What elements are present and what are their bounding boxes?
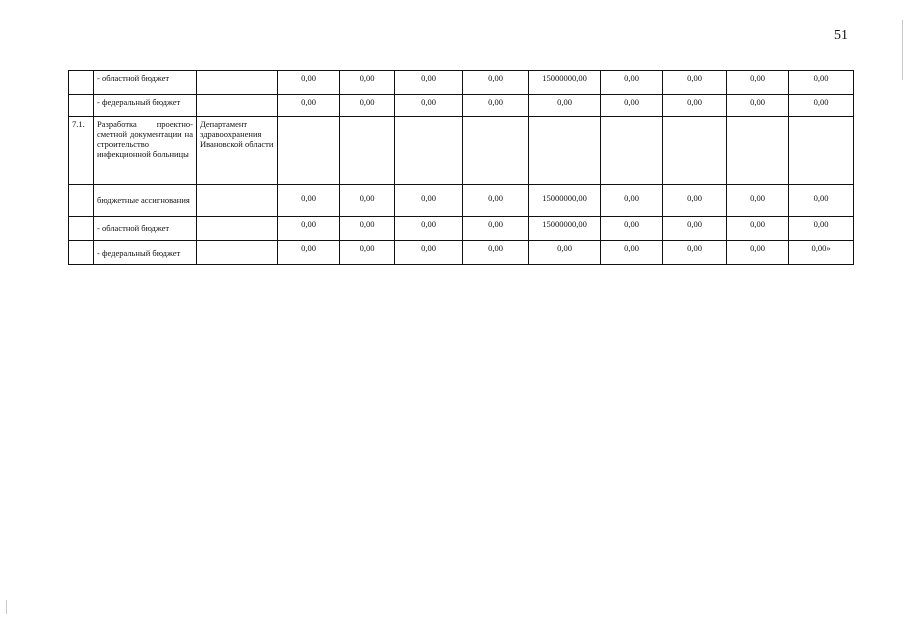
table-row	[69, 185, 854, 217]
value-cell: 0,00	[278, 241, 340, 265]
table-row	[69, 217, 854, 241]
row-code	[69, 71, 94, 95]
row-description: Разработка проектно-сметной документации на строительство инфекционной больницы	[94, 117, 197, 185]
value-cell: 0,00	[601, 241, 663, 265]
table-row	[69, 95, 854, 117]
row-executor	[197, 241, 278, 265]
value-cell: 0,00	[463, 217, 529, 241]
value-cell: 0,00	[395, 95, 463, 117]
row-executor	[197, 95, 278, 117]
value-cell: 0,00	[278, 95, 340, 117]
scan-edge-mark	[6, 600, 7, 614]
value-cell: 0,00	[727, 185, 789, 217]
value-cell: 0,00	[663, 71, 727, 95]
value-cell: 0,00	[601, 217, 663, 241]
value-cell: 0,00	[463, 241, 529, 265]
row-code	[69, 241, 94, 265]
value-cell: 0,00»	[789, 241, 854, 265]
row-code	[69, 185, 94, 217]
value-cell: 0,00	[340, 71, 395, 95]
value-cell: 0,00	[789, 217, 854, 241]
value-cell: 15000000,00	[529, 217, 601, 241]
value-cell: 0,00	[727, 241, 789, 265]
value-cell: 0,00	[463, 71, 529, 95]
value-cell	[395, 117, 463, 185]
value-cell	[463, 117, 529, 185]
value-cell: 0,00	[395, 71, 463, 95]
value-cell: 0,00	[340, 241, 395, 265]
row-code	[69, 95, 94, 117]
value-cell	[529, 117, 601, 185]
value-cell: 0,00	[663, 217, 727, 241]
value-cell: 0,00	[395, 241, 463, 265]
value-cell: 15000000,00	[529, 71, 601, 95]
value-cell: 15000000,00	[529, 185, 601, 217]
row-description: - федеральный бюджет	[94, 241, 197, 265]
value-cell: 0,00	[789, 71, 854, 95]
value-cell: 0,00	[529, 241, 601, 265]
value-cell: 0,00	[663, 241, 727, 265]
table-row	[69, 241, 854, 265]
value-cell	[789, 117, 854, 185]
value-cell: 0,00	[340, 217, 395, 241]
value-cell: 0,00	[340, 95, 395, 117]
value-cell: 0,00	[278, 71, 340, 95]
value-cell: 0,00	[340, 185, 395, 217]
row-executor	[197, 217, 278, 241]
row-executor	[197, 71, 278, 95]
row-executor: Департамент здравоохранения Ивановской области	[197, 117, 278, 185]
budget-table	[68, 70, 854, 265]
value-cell: 0,00	[529, 95, 601, 117]
value-cell	[663, 117, 727, 185]
value-cell: 0,00	[663, 95, 727, 117]
scan-edge-mark	[902, 20, 903, 80]
value-cell	[340, 117, 395, 185]
row-description: - федеральный бюджет	[94, 95, 197, 117]
value-cell: 0,00	[395, 217, 463, 241]
value-cell: 0,00	[278, 217, 340, 241]
row-code	[69, 217, 94, 241]
value-cell	[278, 117, 340, 185]
row-description: бюджетные ассигнования	[94, 185, 197, 217]
value-cell	[727, 117, 789, 185]
page-number: 51	[834, 28, 848, 43]
value-cell: 0,00	[395, 185, 463, 217]
value-cell: 0,00	[463, 185, 529, 217]
value-cell	[601, 117, 663, 185]
value-cell: 0,00	[278, 185, 340, 217]
table-row	[69, 71, 854, 95]
value-cell: 0,00	[789, 185, 854, 217]
value-cell: 0,00	[601, 71, 663, 95]
row-code: 7.1.	[69, 117, 94, 185]
value-cell: 0,00	[727, 217, 789, 241]
table-row	[69, 117, 854, 185]
value-cell: 0,00	[663, 185, 727, 217]
value-cell: 0,00	[463, 95, 529, 117]
value-cell: 0,00	[727, 71, 789, 95]
value-cell: 0,00	[789, 95, 854, 117]
row-description: - областной бюджет	[94, 217, 197, 241]
value-cell: 0,00	[727, 95, 789, 117]
value-cell: 0,00	[601, 185, 663, 217]
row-executor	[197, 185, 278, 217]
value-cell: 0,00	[601, 95, 663, 117]
row-description: - областной бюджет	[94, 71, 197, 95]
